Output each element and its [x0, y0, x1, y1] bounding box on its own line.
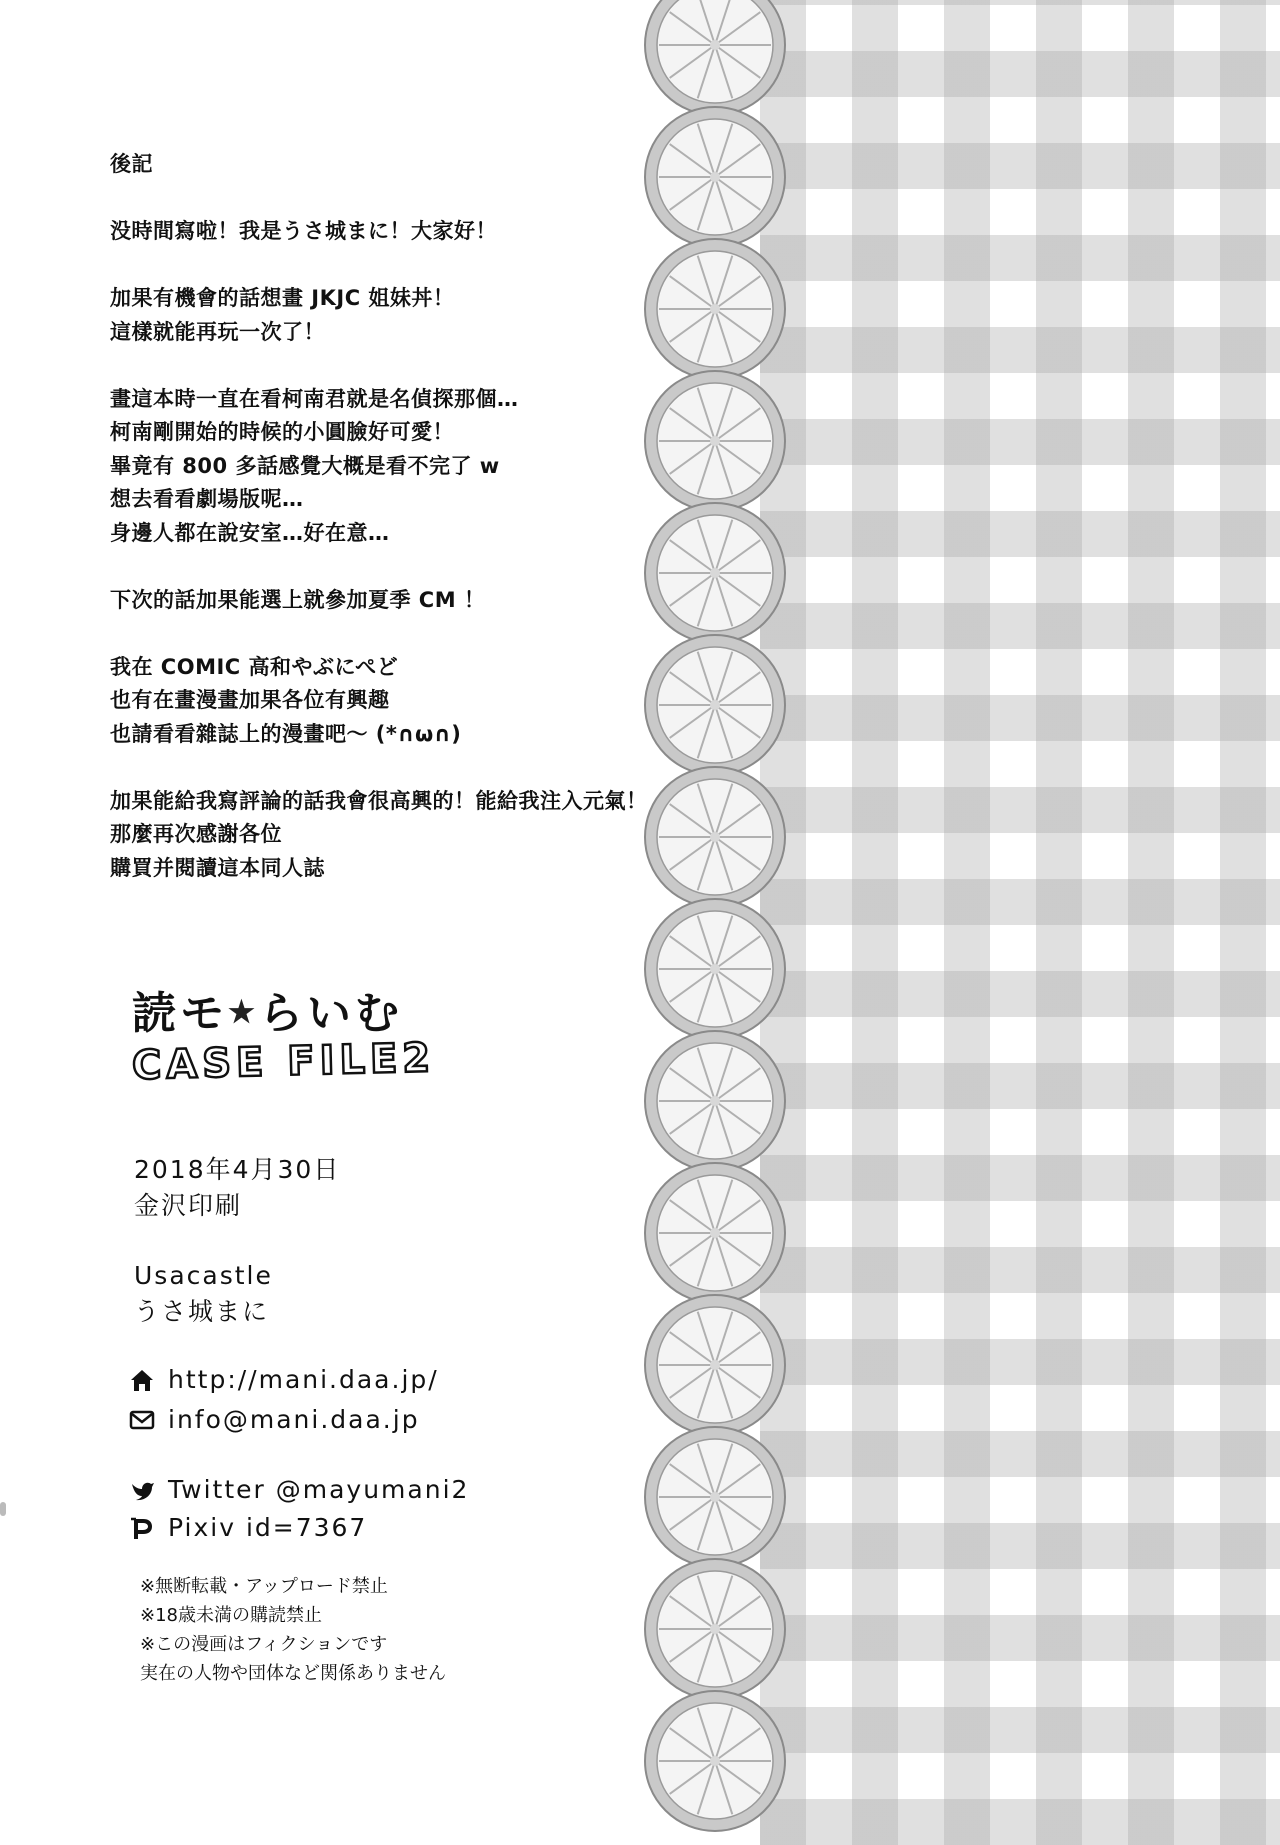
logo-title-part2: らいむ [258, 988, 403, 1039]
afterword-spacer [110, 182, 710, 216]
lemon-slice-icon [640, 1158, 790, 1308]
afterword-line: 身邊人都在說安室…好在意… [110, 520, 390, 545]
lemon-slice-icon [640, 1026, 790, 1176]
afterword-spacer [110, 249, 710, 283]
afterword-line: 加果能給我寫評論的話我會很高興的！能給我注入元氣！ [110, 788, 648, 813]
homepage-link[interactable] [128, 1362, 439, 1398]
afterword-body [110, 182, 710, 886]
pixiv-link[interactable] [128, 1510, 367, 1546]
afterword-line: 那麼再次感謝各位 [110, 822, 282, 846]
afterword-line: 畫這本時一直在看柯南君就是名偵探那個… [110, 386, 519, 411]
email-address: info@mani.daa.jp [168, 1405, 420, 1434]
afterword-spacer [110, 751, 710, 785]
twitter-handle: Twitter @mayumani2 [168, 1475, 470, 1504]
bird-icon [128, 1476, 156, 1504]
edge-mark [0, 1502, 6, 1516]
logo-title [132, 985, 435, 1041]
afterword-line: 下次的話加果能選上就參加夏季 CM ！ [110, 587, 486, 612]
publication-date: 2018年4月30日 [134, 1155, 341, 1184]
afterword-heading: 後記 [110, 152, 153, 176]
author-name: うさ城まに [134, 1297, 270, 1326]
note-line: ※この漫画はフィクションです [140, 1634, 388, 1655]
pixiv-icon [128, 1514, 156, 1542]
afterword-line: 想去看看劇場版呢… [110, 487, 304, 511]
pixiv-id: Pixiv id=7367 [168, 1513, 368, 1542]
afterword-line: 柯南剛開始的時候的小圓臉好可愛！ [110, 420, 454, 444]
envelope-icon [128, 1406, 156, 1434]
afterword-line: 也請看看雜誌上的漫畫吧～ (*∩ω∩) [110, 721, 462, 746]
lemon-slice-icon [640, 1686, 790, 1836]
afterword-spacer [110, 349, 710, 383]
lemon-slice-icon [640, 1290, 790, 1440]
lemon-slice-icon [640, 1422, 790, 1572]
afterword-line: 購買并閱讀這本同人誌 [110, 855, 325, 880]
afterword-line: 我在 COMIC 高和やぶにぺど [110, 654, 399, 679]
homepage-url: http://mani.daa.jp/ [168, 1365, 439, 1394]
logo-subtitle: CASE FILE2 [131, 1035, 436, 1089]
afterword-line: 没時間寫啦！我是うさ城まに！大家好！ [110, 219, 497, 243]
circle-name: Usacastle [134, 1261, 273, 1290]
email-link[interactable] [128, 1402, 420, 1438]
twitter-link[interactable] [128, 1472, 469, 1508]
star-icon: ★ [228, 995, 259, 1030]
lemon-slice-icon [640, 1554, 790, 1704]
house-icon [128, 1366, 156, 1394]
note-line: 実在の人物や団体など関係ありません [140, 1663, 446, 1684]
note-line: ※無断転載・アップロード禁止 [140, 1576, 388, 1597]
legal-notes [140, 1572, 446, 1688]
afterword [110, 148, 710, 885]
afterword-spacer [110, 550, 710, 584]
afterword-line: 這樣就能再玩一次了！ [110, 319, 325, 344]
note-line: ※18歳未満の購読禁止 [140, 1605, 322, 1626]
afterword-spacer [110, 617, 710, 651]
printer-name: 金沢印刷 [134, 1191, 243, 1220]
lemon-slice-icon [640, 894, 790, 1044]
afterword-line: 加果有機會的話想畫 JKJC 姐妹丼！ [110, 286, 455, 310]
gingham-background [760, 0, 1280, 1845]
book-logo [132, 985, 435, 1091]
logo-title-part1: 読モ [132, 988, 228, 1039]
afterword-line: 也有在畫漫畫加果各位有興趣 [110, 688, 390, 712]
afterword-line: 畢竟有 800 多話感覺大概是看不完了 w [110, 453, 500, 478]
